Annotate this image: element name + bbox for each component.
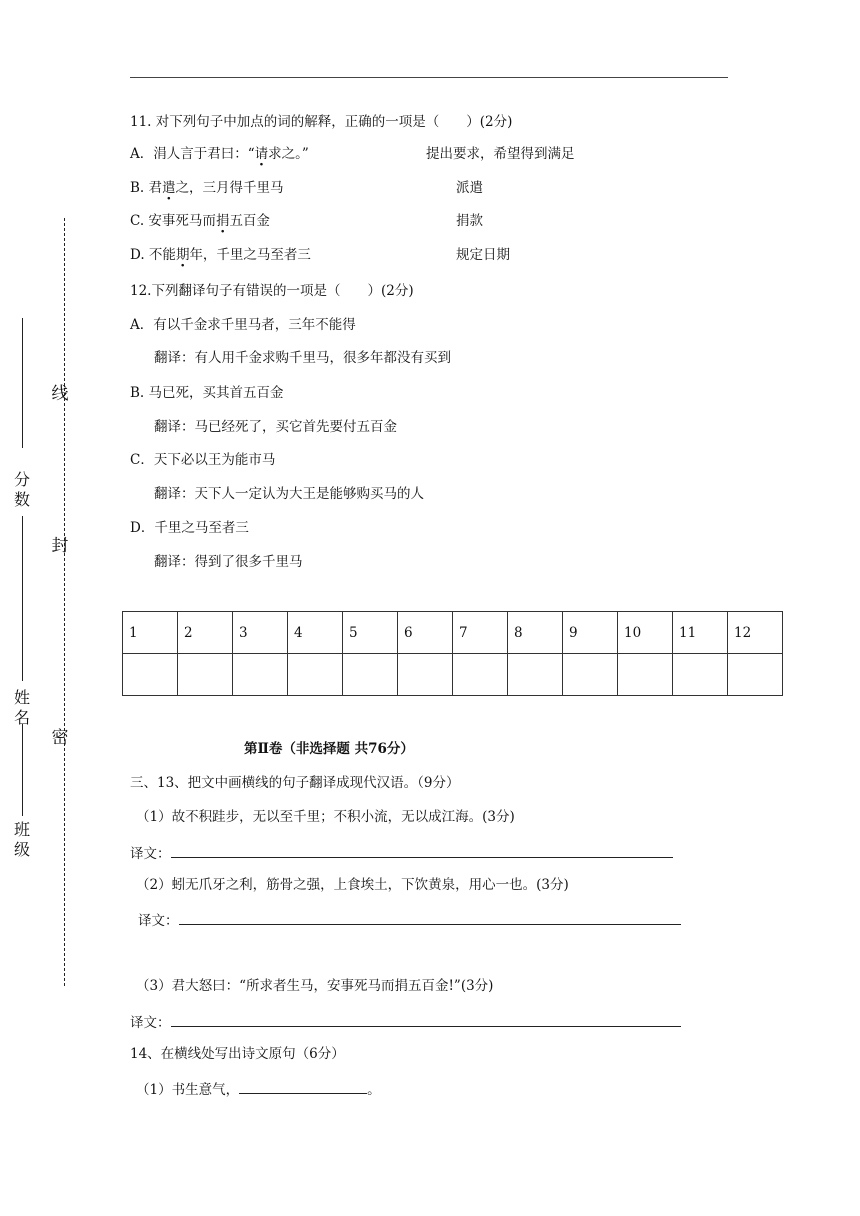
q11-d-post: 年，千里之马至者三 [189, 247, 311, 263]
answer-header-cell: 2 [178, 612, 233, 654]
q11-a-gloss: 提出要求，希望得到满足 [426, 146, 575, 162]
q13-stem: 三、13、把文中画横线的句子翻译成现代汉语。（9分） [130, 775, 460, 791]
q12-option-a-translation: 翻译：有人用千金求购千里马，很多年都没有买到 [154, 350, 451, 366]
answer-header-cell: 12 [728, 612, 783, 654]
q13-item2-answer-line[interactable] [179, 910, 681, 925]
answer-header-cell: 4 [288, 612, 343, 654]
q14-stem: 14、在横线处写出诗文原句（6分） [130, 1046, 345, 1062]
q11-c-dotted: 捐 [215, 213, 230, 229]
q13-item3-answer-line[interactable] [171, 1012, 681, 1027]
q11-c-post: 五百金 [229, 213, 270, 229]
answer-header-cell: 3 [233, 612, 288, 654]
q13-item1-answer-line[interactable] [171, 843, 673, 858]
q11-d-dotted: 期 [175, 247, 190, 263]
answer-header-cell: 11 [673, 612, 728, 654]
class-blank-line [22, 724, 23, 816]
answer-cell[interactable] [728, 654, 783, 696]
answer-header-cell: 10 [618, 612, 673, 654]
answer-cell[interactable] [288, 654, 343, 696]
name-label: 姓名 [13, 688, 30, 727]
q13-item2: （2）蚓无爪牙之利，筋骨之强，上食埃土，下饮黄泉，用心一也。(3分) [136, 877, 569, 893]
class-label: 班级 [13, 820, 30, 859]
q13-item3: （3）君大怒曰：“所求者生马，安事死马而捐五百金!”(3分) [136, 978, 494, 994]
answer-cell[interactable] [508, 654, 563, 696]
answer-header-cell: 8 [508, 612, 563, 654]
header-rule [130, 77, 728, 78]
q11-a-pre: A．涓人言于君曰：“ [130, 146, 255, 162]
q11-option-d [130, 246, 311, 264]
answer-table-input-row [123, 654, 783, 696]
q11-stem: 11. 对下列句子中加点的词的解释，正确的一项是（ ）(2分) [130, 114, 513, 130]
answer-table-header-row [123, 612, 783, 654]
answer-cell[interactable] [563, 654, 618, 696]
answer-cell[interactable] [673, 654, 728, 696]
q13-item1: （1）故不积跬步，无以至千里；不积小流，无以成江海。(3分) [136, 809, 515, 825]
q13-item1-label: 译文： [130, 846, 171, 862]
answer-cell[interactable] [233, 654, 288, 696]
seal-word-secret: 密 [51, 728, 69, 748]
answer-header-cell: 5 [343, 612, 398, 654]
q12-option-c-translation: 翻译：天下人一定认为大王是能够购买马的人 [154, 486, 424, 502]
q11-option-b [130, 179, 284, 197]
q11-c-gloss: 捐款 [456, 213, 483, 229]
seal-dashed-line [64, 218, 65, 986]
part2-title: 第Ⅱ卷（非选择题 共76分） [244, 741, 414, 757]
answer-cell[interactable] [398, 654, 453, 696]
q11-b-dotted: 遣 [162, 180, 176, 196]
q13-item2-label: 译文： [138, 913, 179, 929]
seal-word-line: 线 [51, 384, 69, 404]
q12-option-d-translation: 翻译：得到了很多千里马 [154, 554, 303, 570]
q14-item1-blank[interactable] [239, 1079, 367, 1094]
q11-d-gloss: 规定日期 [456, 247, 510, 263]
q12-stem: 12.下列翻译句子有错误的一项是（ ）(2分) [130, 283, 414, 299]
q11-option-c [130, 212, 270, 230]
q13-item3-label: 译文： [130, 1015, 171, 1031]
score-blank-line [22, 318, 23, 448]
answer-header-cell: 9 [563, 612, 618, 654]
answer-cell[interactable] [618, 654, 673, 696]
q12-option-b-translation: 翻译：马已经死了，买它首先要付五百金 [154, 419, 397, 435]
q14-item1 [136, 1079, 381, 1099]
answer-cell[interactable] [343, 654, 398, 696]
answer-header-cell: 6 [398, 612, 453, 654]
name-blank-line [22, 516, 23, 681]
q12-option-a: A．有以千金求千里马者，三年不能得 [130, 317, 356, 333]
q11-b-pre: B. 君 [130, 180, 163, 196]
q12-option-c: C．天下必以王为能市马 [130, 452, 276, 468]
q12-option-d: D．千里之马至者三 [130, 520, 249, 536]
seal-word-seal: 封 [51, 536, 69, 556]
q11-c-pre: C. 安事死马而 [130, 213, 216, 229]
answer-table [122, 611, 783, 696]
q11-option-a [130, 145, 309, 163]
answer-header-cell: 1 [123, 612, 178, 654]
answer-cell[interactable] [178, 654, 233, 696]
answer-cell[interactable] [453, 654, 508, 696]
q13-item3-answer-row [130, 1012, 681, 1032]
q12-option-b: B. 马已死，买其首五百金 [130, 385, 284, 401]
q13-item2-answer-row [138, 910, 681, 930]
q14-item1-post: 。 [367, 1082, 381, 1098]
q11-a-dotted: 请 [254, 146, 269, 162]
answer-header-cell: 7 [453, 612, 508, 654]
q13-item1-answer-row [130, 843, 673, 863]
q11-d-pre: D. 不能 [130, 247, 176, 263]
q11-b-gloss: 派遣 [456, 180, 483, 196]
answer-cell[interactable] [123, 654, 178, 696]
score-label: 分数 [13, 470, 30, 509]
q11-a-post: 求之。” [268, 146, 309, 162]
q11-b-post: 之，三月得千里马 [175, 180, 284, 196]
q14-item1-pre: （1）书生意气， [136, 1082, 240, 1098]
